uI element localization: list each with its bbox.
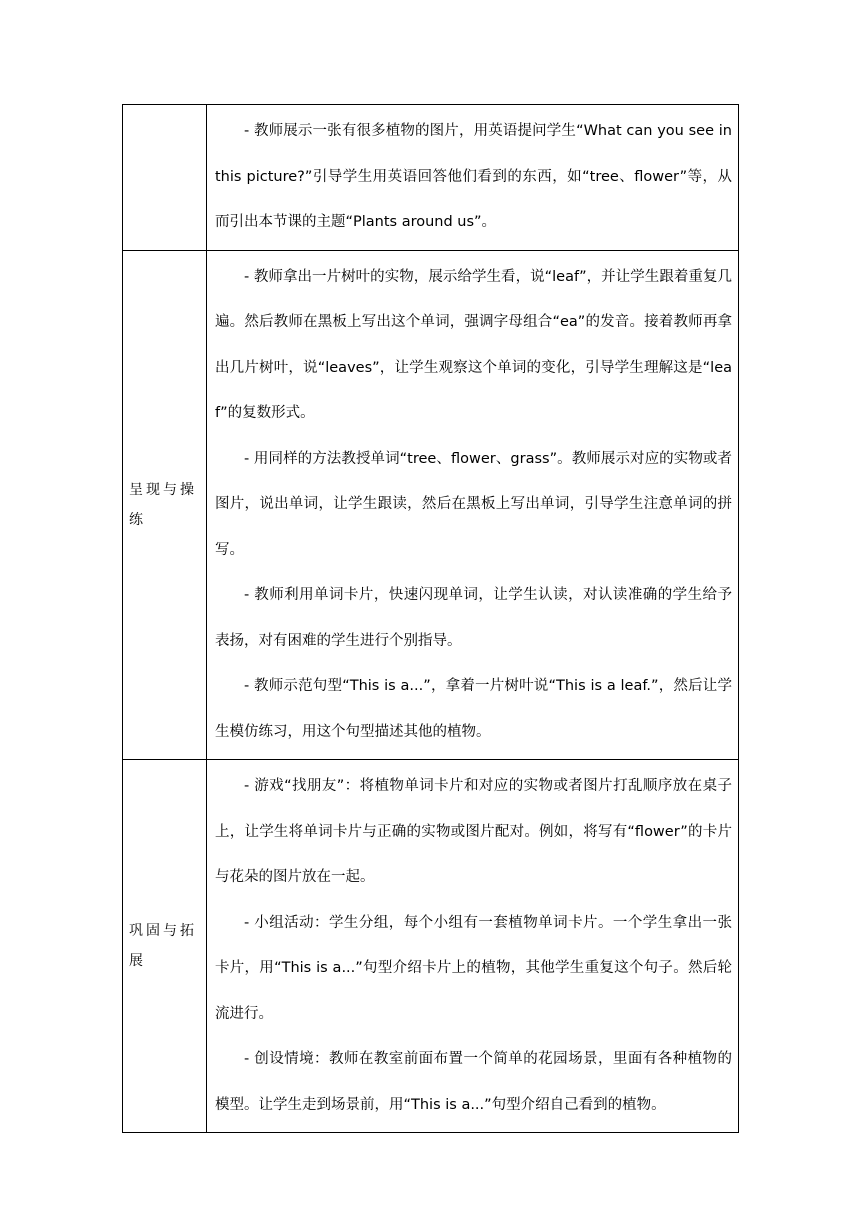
activity-paragraph: - 游戏“找朋友”：将植物单词卡片和对应的实物或者图片打乱顺序放在桌子上，让学生将单词卡片与正确的实物或图片配对。例如，将写有“flower”的卡片与花朵的图片放在一起。 <box>215 778 732 885</box>
activity-paragraph: - 小组活动：学生分组，每个小组有一套植物单词卡片。一个学生拿出一张卡片，用“This is a...”句型介绍卡片上的植物，其他学生重复这个句子。然后轮流进行。 <box>215 914 732 1022</box>
activity-paragraph: - 创设情境：教师在教室前面布置一个简单的花园场景，里面有各种植物的模型。让学生走到场景前，用“This is a...”句型介绍自己看到的植物。 <box>215 1051 732 1113</box>
activity-paragraph: - 教师示范句型“This is a...”，拿着一片树叶说“This is a leaf.”，然后让学生模仿练习，用这个句型描述其他的植物。 <box>215 678 732 740</box>
table-row <box>123 760 739 1133</box>
stage-label: 巩固与拓展 <box>129 923 197 969</box>
stage-label-cell <box>123 250 207 760</box>
stage-content-cell <box>207 250 739 760</box>
activity-paragraph: - 用同样的方法教授单词“tree、flower、grass”。教师展示对应的实物或者图片，说出单词，让学生跟读，然后在黑板上写出单词，引导学生注意单词的拼写。 <box>215 450 732 558</box>
activity-paragraph: - 教师展示一张有很多植物的图片，用英语提问学生“What can you see in this picture?”引导学生用英语回答他们看到的东西，如“tree、flower”等，从而引出本节课的主题“Plants around us”。 <box>215 123 732 230</box>
table-row <box>123 250 739 760</box>
lesson-plan-table <box>122 104 739 1133</box>
stage-label-cell <box>123 105 207 251</box>
stage-content-cell <box>207 760 739 1133</box>
activity-paragraph: - 教师拿出一片树叶的实物，展示给学生看，说“leaf”，并让学生跟着重复几遍。然后教师在黑板上写出这个单词，强调字母组合“ea”的发音。接着教师再拿出几片树叶，说“leaves”，让学生观察这个单词的变化，引导学生理解这是“leaf”的复数形式。 <box>215 268 732 421</box>
activity-paragraph: - 教师利用单词卡片，快速闪现单词，让学生认读，对认读准确的学生给予表扬，对有困难的学生进行个别指导。 <box>215 587 732 649</box>
stage-label: 呈现与操练 <box>129 481 197 528</box>
stage-label-cell <box>123 760 207 1133</box>
stage-content-cell <box>207 105 739 251</box>
table-row <box>123 105 739 251</box>
